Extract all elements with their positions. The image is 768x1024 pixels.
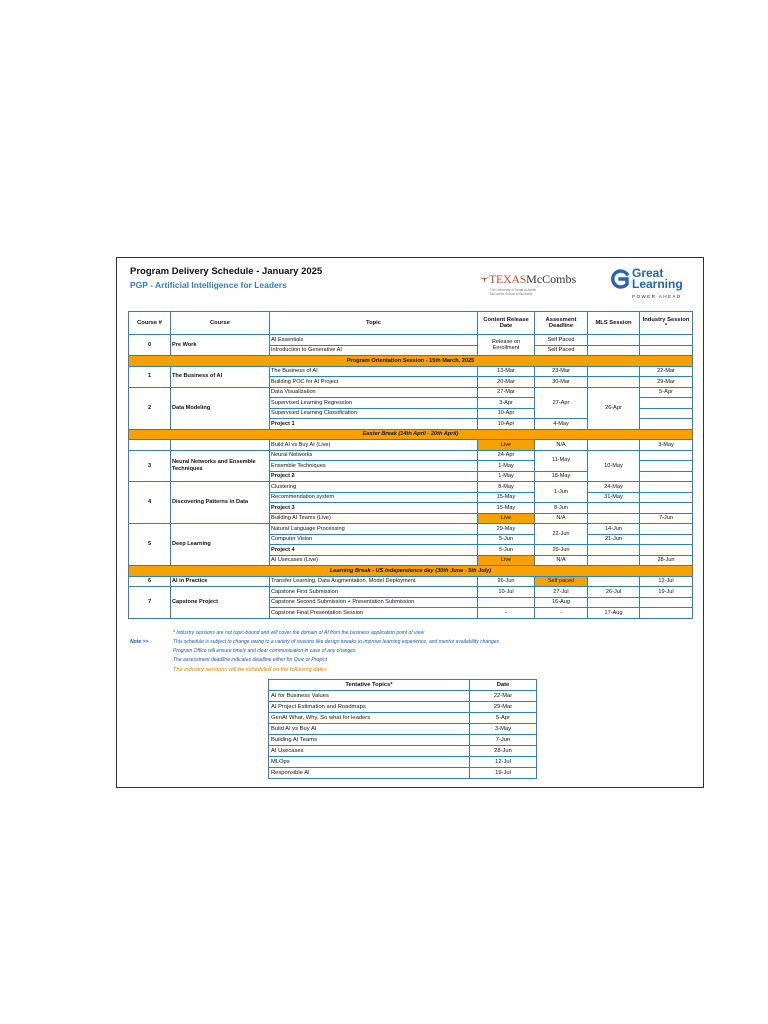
note-label: Note >> [130, 639, 149, 645]
table-row: MLOps 12-Jul [269, 757, 537, 768]
table-row: 7 Capstone Project Capstone First Submission 10-Jul 27-Jul 26-Jul 19-Jul [129, 587, 693, 598]
easter-break-band: Easter Break (14th April - 20th April) [129, 429, 693, 440]
table-row: Supervised Learning Classification 10-Apr [129, 408, 693, 419]
table-header-row [269, 680, 537, 691]
great-learning-logo: Great Learning POWER AHEAD [611, 268, 691, 304]
column-header: Assesment Deadline [535, 312, 588, 335]
schedule-document [116, 257, 704, 788]
table-row: Project 4 5-Jun 29-Jun [129, 545, 693, 556]
note-line: This schedule is subject to change owing to a variety of reasons like design tweaks to improve learning experience, and mentor availability changes [173, 639, 500, 645]
delivery-schedule-table [128, 311, 693, 619]
table-row: Building AI Teams 7-Jun [269, 735, 537, 746]
table-row: Recommendation system 15-May 31-May [129, 492, 693, 503]
industry-dates-note: The industry sessions will be scheduled on the following dates [173, 667, 327, 673]
column-header: Date [470, 680, 537, 691]
table-row: Build AI vs Buy AI 3-May [269, 724, 537, 735]
document-subtitle: PGP - Artificial Intelligence for Leaders [130, 280, 287, 290]
column-header: Topic [270, 312, 478, 335]
table-row: Project 1 10-Apr 4-May [129, 419, 693, 430]
column-header: Course [171, 312, 270, 335]
table-row: Building AI Teams (Live) Live N/A 7-Jun [129, 513, 693, 524]
column-header: MLS Session [588, 312, 640, 335]
table-row: Building POC for AI Project 20-Mar 30-Mar 29-Mar [129, 377, 693, 388]
table-header-row [129, 312, 693, 335]
table-row: Capstone Final Presentation Session - - 17-Aug [129, 608, 693, 619]
table-row: Responsible AI 19-Jul [269, 768, 537, 779]
table-row: 6 AI in Practice Transfer Learning, Data Augmentation, Model Deployment 26-Jun Self paced 12-Jul [129, 576, 693, 587]
table-row: Ensemble Techniques 1-May [129, 461, 693, 472]
table-row: AI Usecases (Live) Live N/A 28-Jun [129, 555, 693, 566]
table-row: GenAI What, Why, So what for leaders 5-Apr [269, 713, 537, 724]
column-header: Course # [129, 312, 171, 335]
table-row: Computer Vision 5-Jun 21-Jun [129, 534, 693, 545]
table-row: Project 2 1-May 18-May [129, 471, 693, 482]
orientation-band: Program Orientation Session - 15th March, 2025 [129, 356, 693, 367]
table-row: Supervised Learning Regression 3-Apr [129, 398, 693, 409]
column-header: Tentative Topics* [269, 680, 470, 691]
document-title: Program Delivery Schedule - January 2025 [130, 266, 323, 277]
table-row: Capstone Second Submission + Presentation Submission 16-Aug [129, 597, 693, 608]
table-row: 4 Discovering Patterns in Data Clustering 8-May 1-Jun 24-May [129, 482, 693, 493]
table-row: Project 3 15-May 8-Jun [129, 503, 693, 514]
texas-mccombs-logo: TEXASMcCombs The University of Texas at Austin McCombs School of Business [480, 270, 592, 296]
table-row: 0 Pre Work AI Essentials Release on Enrollment Self Paced [129, 335, 693, 346]
table-row: 2 Data Modeling Data Visualization 27-Mar 27-Apr 26-Apr 5-Apr [129, 387, 693, 398]
table-row: 5 Deep Learning Natural Language Processing 29-May 22-Jun 14-Jun [129, 524, 693, 535]
note-line: Program Office will ensure timely and clear communication in case of any changes [173, 648, 356, 654]
table-row: 3 Neural Networks and Ensemble Techniques Neural Networks 24-Apr 11-May 10-May [129, 450, 693, 461]
table-row: Build AI vs Buy AI (Live) Live N/A 3-May [129, 440, 693, 451]
note-line: * Industry sessions are not topic-bound and will cover the domain of AI from the business application point of view [173, 630, 425, 636]
table-row: Introduction to Generative AI Self Paced [129, 345, 693, 356]
learning-break-band: Learning Break - US Independence day (30th June - 5th July) [129, 566, 693, 577]
column-header: Industry Session * [640, 312, 693, 335]
great-learning-g-icon [611, 269, 629, 289]
table-row: AI Usecases 28-Jun [269, 746, 537, 757]
note-line: The assessment deadline indicates deadline either for Quiz or Project [173, 657, 327, 663]
table-row: AI for Business Values 22-Mar [269, 691, 537, 702]
table-row: AI Project Estimation and Roadmaps 29-Mar [269, 702, 537, 713]
table-row: 1 The Business of AI The Business of AI 13-Mar 23-Mar 22-Mar [129, 366, 693, 377]
longhorn-icon [480, 275, 489, 284]
tentative-topics-table [268, 679, 537, 779]
column-header: Content Release Date [478, 312, 535, 335]
